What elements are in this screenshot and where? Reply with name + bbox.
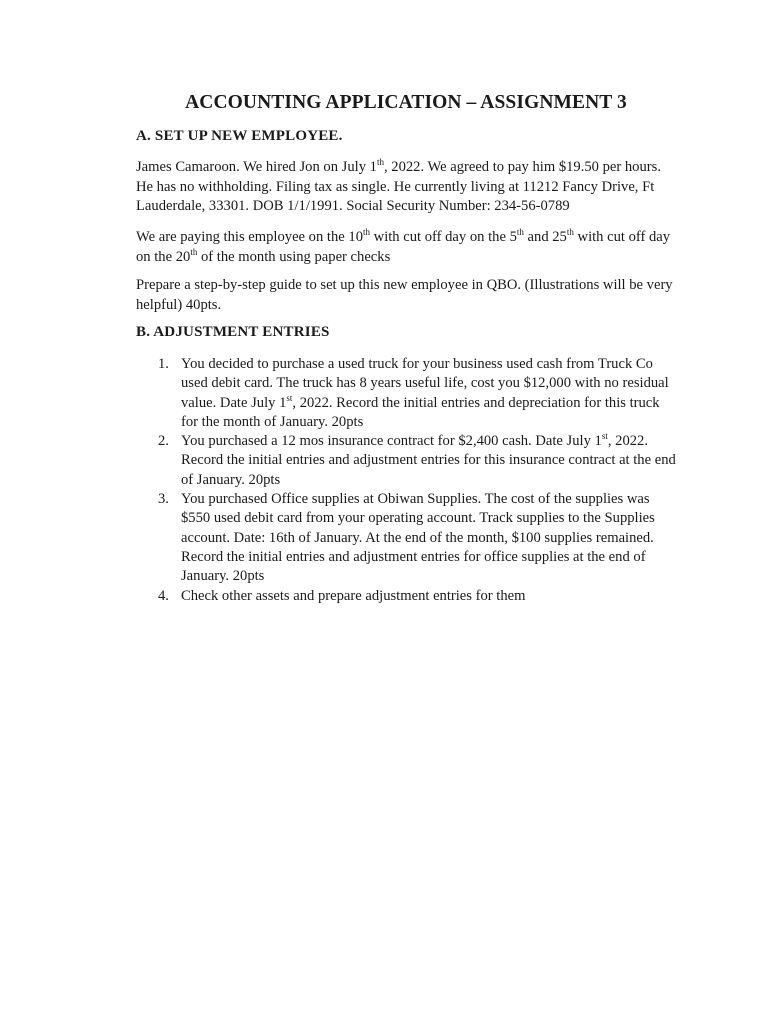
section-b-heading: B. ADJUSTMENT ENTRIES: [136, 324, 330, 340]
adjustment-entries-list: [136, 355, 676, 606]
text-run: , 2022. Record the initial entries and depreciation for this truck for the month of January. 20pts: [181, 394, 660, 430]
superscript: th: [566, 227, 574, 237]
text-run: You purchased a 12 mos insurance contract for $2,400 cash. Date July 1: [181, 433, 602, 450]
text-run: with cut off day on the 20: [136, 229, 671, 265]
superscript: st: [286, 392, 293, 403]
document-title: ACCOUNTING APPLICATION – ASSIGNMENT 3: [185, 92, 627, 113]
text-run: Check other assets and prepare adjustment entries for them: [181, 587, 526, 604]
list-item: [136, 587, 676, 606]
text-run: of the month using paper checks: [197, 248, 391, 265]
text-run: , 2022. We agreed to pay him $19.50 per hours. He has no withholding. Filing tax as single. He currently living at 11212 Fancy Drive, Ft Lauderdale, 33301. DOB 1/1/1991. Social Security Number: 234-56-0789: [136, 159, 661, 215]
list-number: 3.: [158, 491, 169, 508]
text-run: with cut off day on the 5: [370, 229, 517, 245]
text-run: We are paying this employee on the 10: [136, 229, 363, 245]
superscript: th: [363, 227, 371, 237]
list-number: 4.: [158, 587, 169, 604]
text-run: You purchased Office supplies at Obiwan Supplies. The cost of the supplies was $550 used debit card from your operating account. Track supplies to the Supplies account. Date: 16th of January. At the end of the month, $100 supplies remained. Record the initial entries and adjustment entries for office supplies at the end of January. 20pts: [181, 491, 655, 585]
text-run: and 25: [523, 229, 567, 245]
section-a-paragraph-instructions: Prepare a step-by-step guide to set up this new employee in QBO. (Illustrations will be very helpful) 40pts.: [136, 277, 673, 313]
list-number: 1.: [158, 356, 169, 372]
superscript: th: [516, 227, 524, 237]
section-a-heading: A. SET UP NEW EMPLOYEE.: [136, 128, 343, 144]
text-run: , 2022. Record the initial entries and adjustment entries for this insurance contract at the end of January. 20pts: [181, 433, 676, 488]
text-run: James Camaroon. We hired Jon on July 1: [136, 159, 377, 175]
superscript: th: [376, 157, 384, 167]
superscript: st: [601, 431, 608, 442]
section-a-paragraph-employee: [136, 158, 676, 217]
text-run: You decided to purchase a used truck for your business used cash from Truck Co used debit card. The truck has 8 years useful life, cost you $12,000 with no residual value. Date July 1: [181, 356, 669, 411]
list-number: 2.: [158, 433, 169, 450]
list-item: [136, 432, 676, 490]
list-item: [136, 490, 676, 586]
section-a-paragraph-pay-schedule: [136, 228, 676, 267]
list-item: [136, 355, 676, 432]
superscript: th: [190, 246, 198, 257]
